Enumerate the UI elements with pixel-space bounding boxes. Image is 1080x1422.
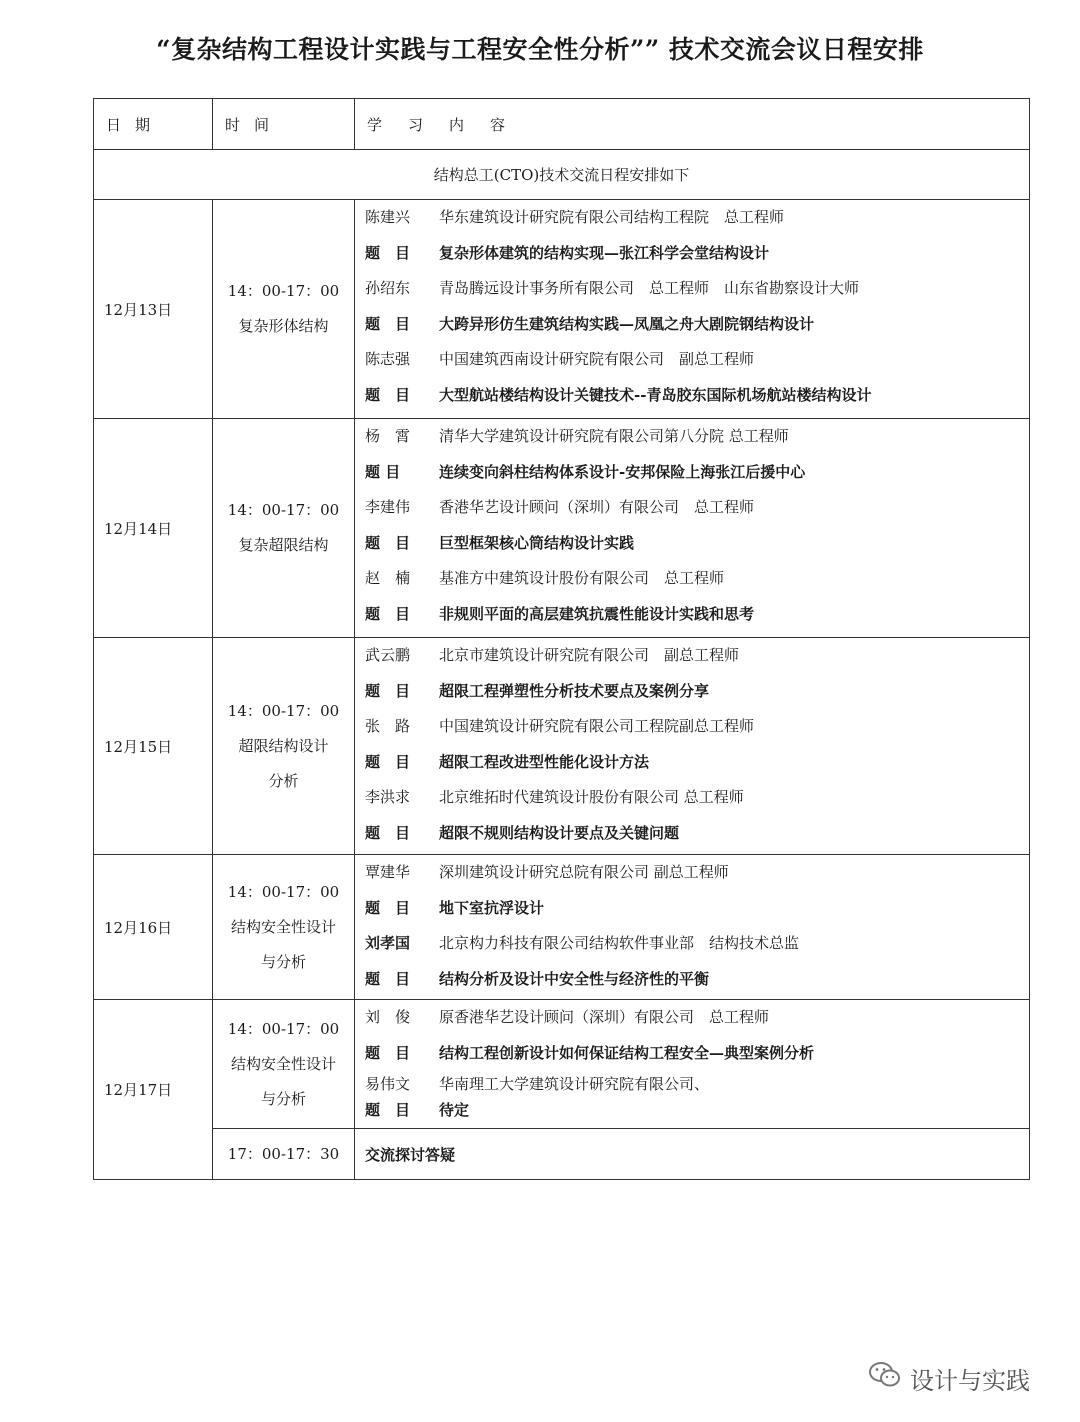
speaker-line xyxy=(365,926,1023,962)
speaker-name: 孙绍东 xyxy=(365,279,411,297)
topic-label: 题 目 xyxy=(365,533,411,552)
topic-line xyxy=(365,1036,1023,1072)
topic-line xyxy=(365,378,1023,414)
topic-label: 题 目 xyxy=(365,314,411,333)
table-row xyxy=(94,1000,1030,1129)
banner-text: 结构总工(CTO)技术交流日程安排如下 xyxy=(94,150,1030,200)
table-header-row xyxy=(94,99,1030,150)
topic-text: 连续变向斜柱结构体系设计-安邦保险上海张江后援中心 xyxy=(439,462,806,481)
speaker-affiliation: 华南理工大学建筑设计研究院有限公司、 xyxy=(439,1075,710,1093)
page-title: “复杂结构工程设计实践与工程安全性分析”” 技术交流会议日程安排 xyxy=(156,35,924,64)
day-date: 12月13日 xyxy=(94,200,213,419)
topic-label: 题 目 xyxy=(365,752,411,771)
speaker-affiliation: 北京维拓时代建筑设计股份有限公司 总工程师 xyxy=(439,788,744,806)
day-date: 12月16日 xyxy=(94,855,213,1000)
watermark-text: 设计与实践 xyxy=(910,1366,1030,1395)
speaker-affiliation: 基准方中建筑设计股份有限公司 总工程师 xyxy=(439,569,725,587)
topic-label: 题 目 xyxy=(365,898,411,917)
topic-label: 题 目 xyxy=(365,604,411,623)
day-content xyxy=(355,200,1030,419)
day-theme: 复杂超限结构 xyxy=(238,536,329,554)
topic-text: 结构分析及设计中安全性与经济性的平衡 xyxy=(439,969,710,988)
speaker-name: 李建伟 xyxy=(365,498,411,516)
speaker-name: 陈建兴 xyxy=(365,208,411,226)
topic-label: 题 目 xyxy=(365,1043,411,1062)
topic-text: 待定 xyxy=(439,1101,470,1119)
speaker-line xyxy=(365,709,1023,745)
day-theme: 结构安全性设计 xyxy=(230,1054,336,1073)
speaker-name: 覃建华 xyxy=(365,863,411,881)
topic-text: 非规则平面的高层建筑抗震性能设计实践和思考 xyxy=(439,604,755,623)
table-row xyxy=(94,638,1030,855)
speaker-line xyxy=(365,419,1023,455)
speaker-affiliation: 深圳建筑设计研究总院有限公司 副总工程师 xyxy=(439,863,729,881)
speaker-name: 陈志强 xyxy=(365,350,411,368)
extra-time: 17：00-17：30 xyxy=(213,1129,355,1180)
day-time-cell xyxy=(213,855,355,1000)
header-content: 学习内容 xyxy=(355,99,1030,150)
day-theme: 超限结构设计 xyxy=(238,736,329,755)
day-theme-cont: 与分析 xyxy=(260,952,306,971)
day-date: 12月17日 xyxy=(94,1000,213,1180)
topic-line xyxy=(365,526,1023,562)
topic-line xyxy=(365,816,1023,852)
speaker-affiliation: 清华大学建筑设计研究院有限公司第八分院 总工程师 xyxy=(439,427,789,445)
speaker-affiliation: 北京市建筑设计研究院有限公司 副总工程师 xyxy=(439,646,740,664)
speaker-line xyxy=(365,342,1023,378)
topic-text: 超限不规则结构设计要点及关键问题 xyxy=(439,823,680,842)
speaker-name: 易伟文 xyxy=(365,1075,411,1093)
speaker-line xyxy=(365,200,1023,236)
day-date: 12月14日 xyxy=(94,419,213,638)
speaker-line xyxy=(365,490,1023,526)
day-theme: 复杂形体结构 xyxy=(238,317,329,335)
speaker-name: 刘孝国 xyxy=(365,934,411,952)
topic-text: 结构工程创新设计如何保证结构工程安全—典型案例分析 xyxy=(439,1043,815,1062)
speaker-name: 张 路 xyxy=(365,717,411,735)
topic-label: 题 目 xyxy=(365,1101,411,1119)
table-row xyxy=(94,1129,1030,1180)
speaker-line xyxy=(365,638,1023,674)
topic-line xyxy=(365,455,1023,491)
speaker-affiliation: 原香港华艺设计顾问（深圳）有限公司 总工程师 xyxy=(439,1008,770,1026)
day-theme-cont: 与分析 xyxy=(260,1089,306,1108)
schedule-table xyxy=(93,98,1030,1180)
day-time-cell xyxy=(213,419,355,638)
day-content xyxy=(355,1000,1030,1129)
header-date: 日期 xyxy=(94,99,213,150)
topic-text: 巨型框架核心筒结构设计实践 xyxy=(439,533,635,552)
speaker-line xyxy=(365,1000,1023,1036)
topic-text: 大型航站楼结构设计关键技术--青岛胶东国际机场航站楼结构设计 xyxy=(439,385,872,404)
topic-line xyxy=(365,1097,1023,1123)
speaker-line xyxy=(365,780,1023,816)
speaker-name: 武云鹏 xyxy=(365,646,411,664)
speaker-affiliation: 香港华艺设计顾问（深圳）有限公司 总工程师 xyxy=(439,498,755,516)
topic-text: 地下室抗浮设计 xyxy=(439,898,545,917)
day-theme-cont: 分析 xyxy=(268,771,299,790)
topic-line xyxy=(365,236,1023,272)
banner-row xyxy=(94,150,1030,200)
topic-label: 题 目 xyxy=(365,385,411,404)
topic-label: 题 目 xyxy=(365,243,411,262)
topic-label: 题 目 xyxy=(365,681,411,700)
topic-text: 超限工程改进型性能化设计方法 xyxy=(439,752,650,771)
topic-line xyxy=(365,597,1023,633)
day-date: 12月15日 xyxy=(94,638,213,855)
topic-text: 复杂形体建筑的结构实现—张江科学会堂结构设计 xyxy=(439,243,770,262)
speaker-name: 刘 俊 xyxy=(365,1008,411,1026)
topic-line xyxy=(365,962,1023,998)
speaker-affiliation: 北京构力科技有限公司结构软件事业部 结构技术总监 xyxy=(439,934,800,952)
day-theme: 结构安全性设计 xyxy=(230,917,336,936)
day-content xyxy=(355,855,1030,1000)
topic-label: 题 目 xyxy=(365,969,411,988)
speaker-name: 杨 霄 xyxy=(365,427,411,445)
topic-label: 题 目 xyxy=(365,823,411,842)
topic-line xyxy=(365,307,1023,343)
day-time: 14：00-17：00 xyxy=(227,501,340,519)
table-row xyxy=(94,200,1030,419)
speaker-affiliation: 中国建筑设计研究院有限公司工程院副总工程师 xyxy=(439,717,755,735)
day-time: 14：00-17：00 xyxy=(227,282,340,300)
watermark xyxy=(868,1363,1030,1393)
day-time-cell xyxy=(213,200,355,419)
table-row xyxy=(94,855,1030,1000)
speaker-affiliation: 中国建筑西南设计研究院有限公司 副总工程师 xyxy=(439,350,755,368)
day-time-cell xyxy=(213,638,355,855)
topic-label: 题 目 xyxy=(365,462,401,481)
day-time: 14：00-17：00 xyxy=(227,1019,340,1038)
topic-line xyxy=(365,891,1023,927)
speaker-line xyxy=(365,855,1023,891)
speaker-line xyxy=(365,561,1023,597)
table-row xyxy=(94,419,1030,638)
day-time: 14：00-17：00 xyxy=(227,882,340,901)
wechat-icon xyxy=(868,1360,910,1396)
day-content xyxy=(355,419,1030,638)
topic-line xyxy=(365,745,1023,781)
day-content xyxy=(355,638,1030,855)
speaker-line xyxy=(365,1071,1023,1097)
day-time: 14：00-17：00 xyxy=(227,701,340,720)
speaker-line xyxy=(365,271,1023,307)
topic-text: 大跨异形仿生建筑结构实践—凤凰之舟大剧院钢结构设计 xyxy=(439,314,815,333)
header-time: 时间 xyxy=(213,99,355,150)
topic-line xyxy=(365,674,1023,710)
day-time-cell xyxy=(213,1000,355,1129)
speaker-affiliation: 华东建筑设计研究院有限公司结构工程院 总工程师 xyxy=(439,208,785,226)
speaker-affiliation: 青岛腾远设计事务所有限公司 总工程师 山东省勘察设计大师 xyxy=(439,279,860,297)
speaker-name: 李洪求 xyxy=(365,788,411,806)
topic-text: 超限工程弹塑性分析技术要点及案例分享 xyxy=(439,681,710,700)
speaker-name: 赵 楠 xyxy=(365,569,411,587)
extra-content: 交流探讨答疑 xyxy=(355,1129,1030,1180)
